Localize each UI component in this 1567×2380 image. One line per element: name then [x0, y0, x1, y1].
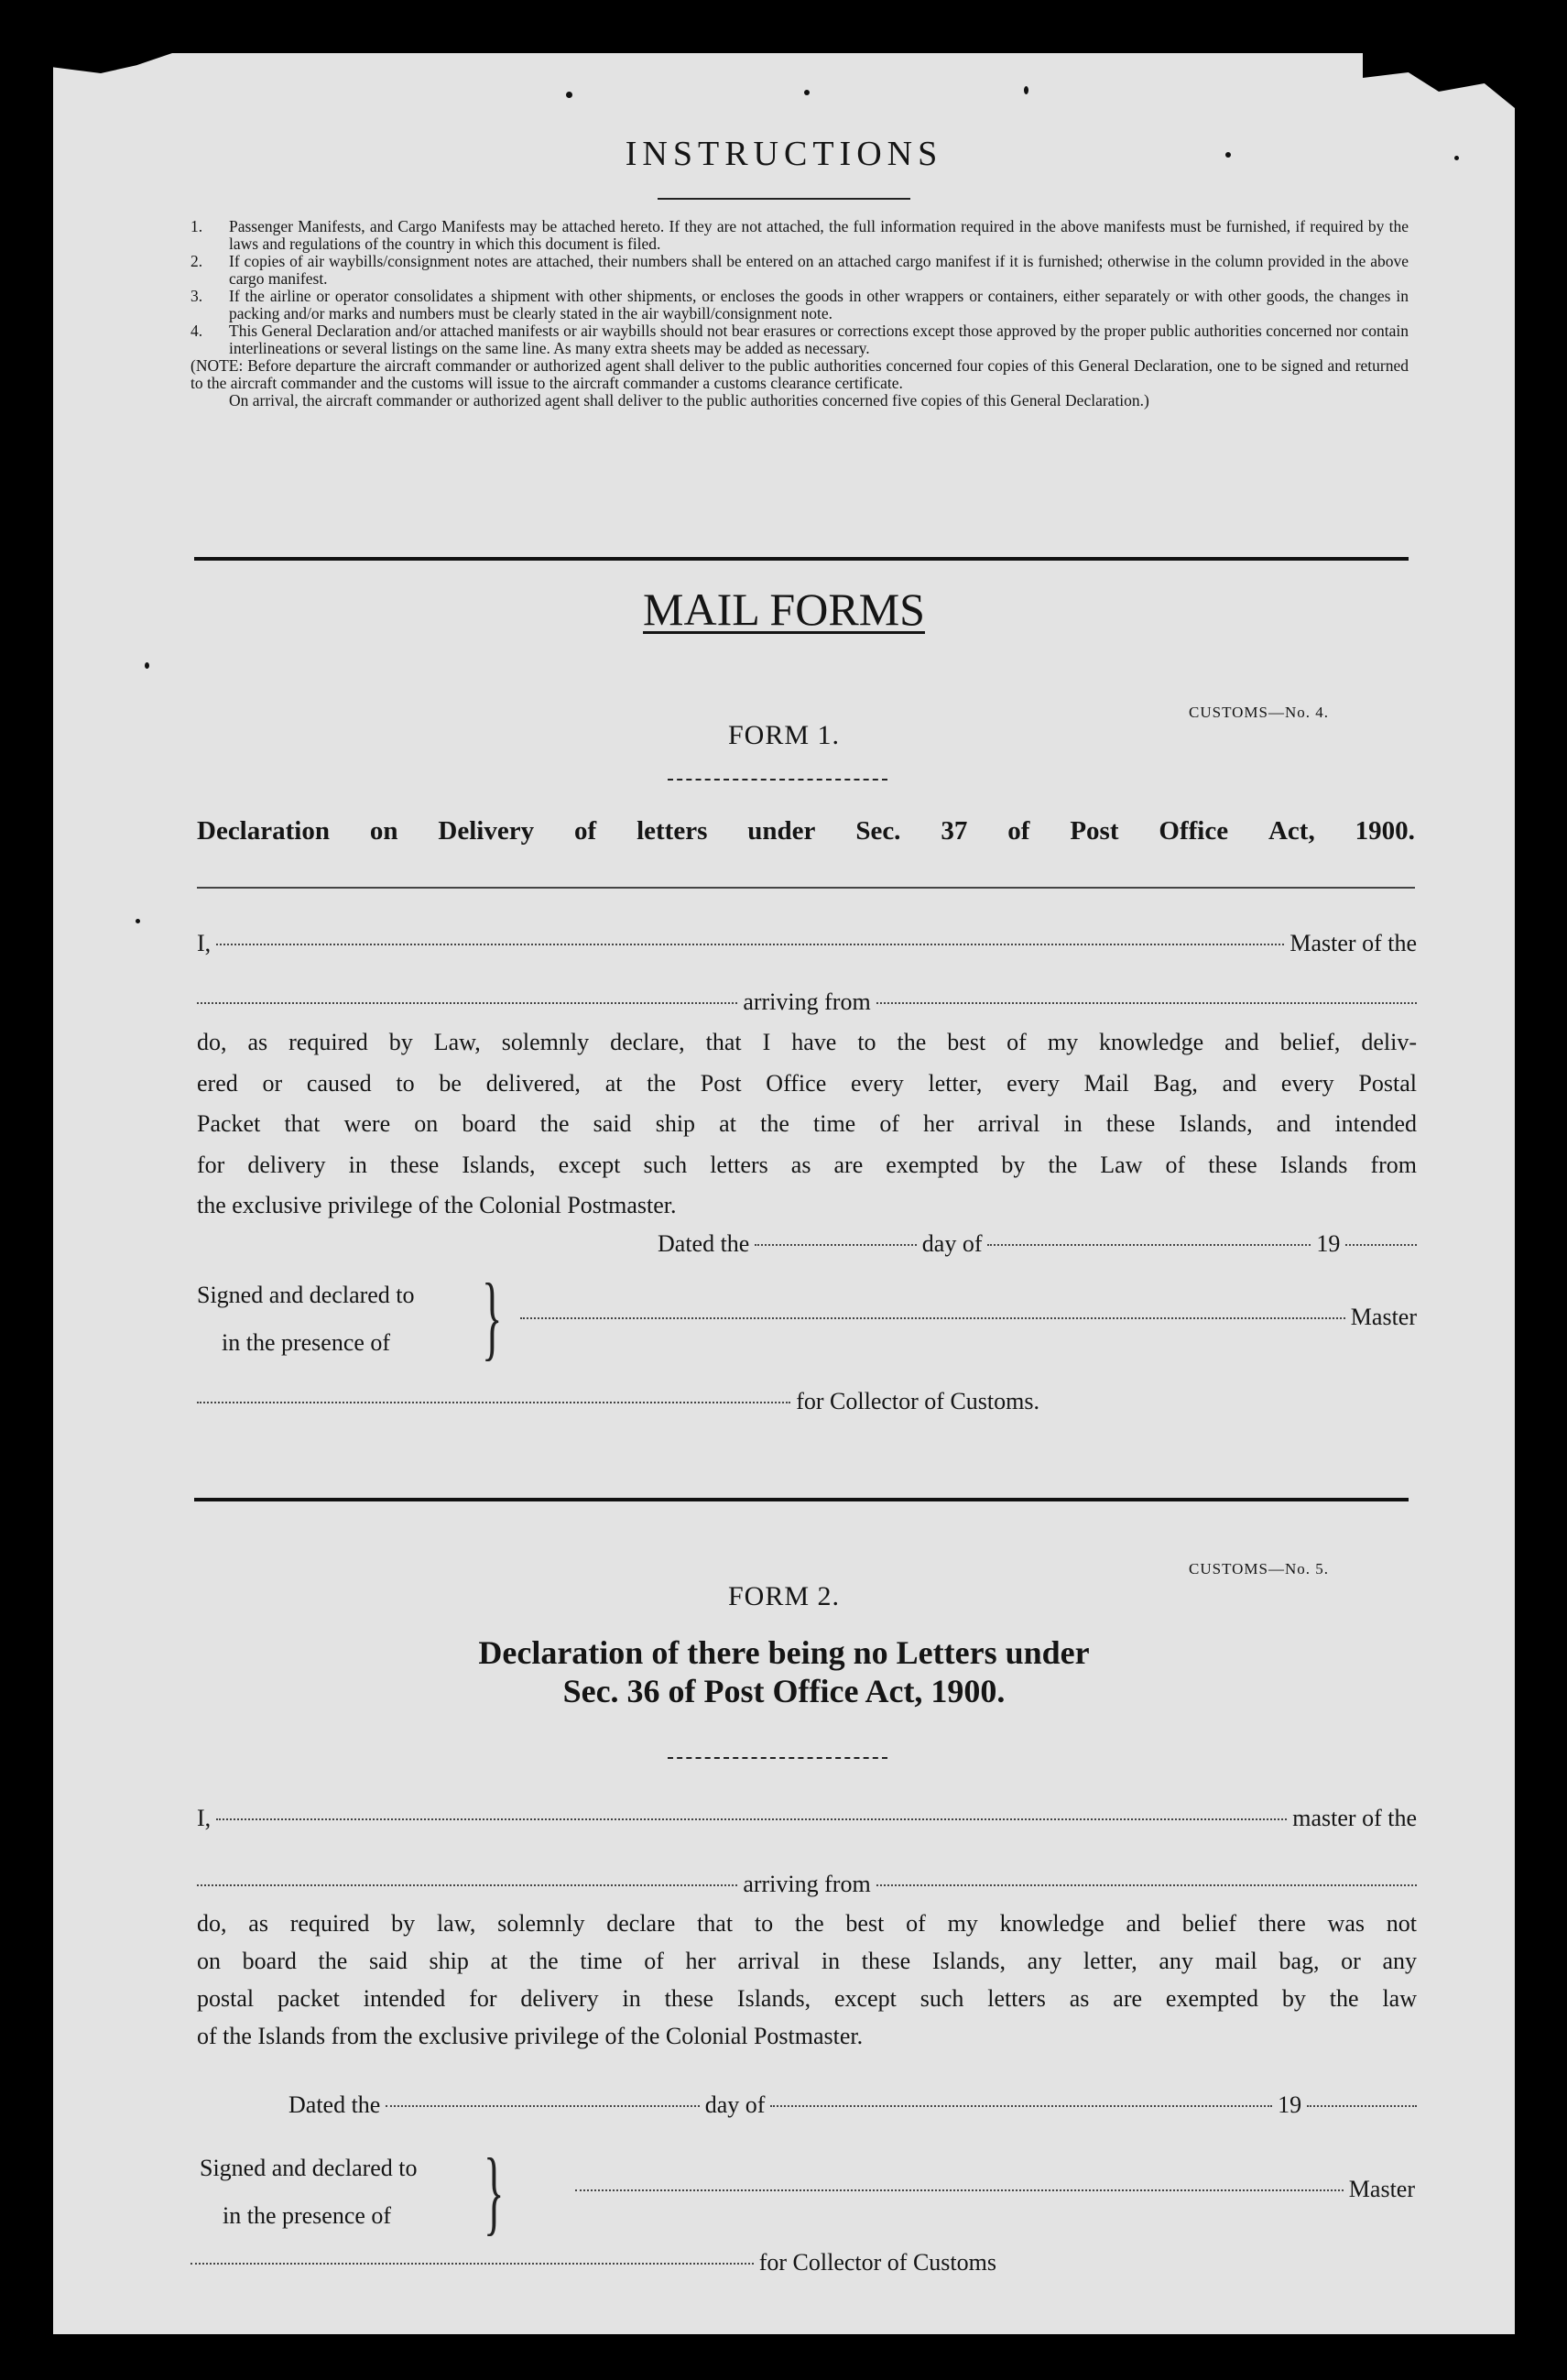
day-of-label: day of [921, 1230, 983, 1257]
instruction-number: 1. [190, 217, 203, 235]
note-arrival: On arrival, the aircraft commander or authorized agent shall deliver to the public authorities concerned five copies of this General Declaration.) [229, 391, 1149, 409]
instruction-text: This General Declaration and/or attached manifests or air waybills should not bear erasures or corrections except those approved by the proper public authorities concerned nor contain interlineations or several listings on the same line. As many extra sheets may be added as necessary. [229, 322, 1409, 357]
instruction-number: 2. [190, 252, 203, 270]
body-line: postal packet intended for delivery in these Islands, except such letters as are exempted by the law [197, 1985, 1417, 2012]
scan-speck [804, 90, 810, 95]
form1-collector-line [197, 1381, 1039, 1423]
form1-origin-field[interactable] [876, 1002, 1417, 1004]
body-line: of the Islands from the exclusive privilege of the Colonial Postmaster. [197, 2023, 864, 2049]
body-line: Packet that were on board the said ship at the time of her arrival in these Islands, and intended [197, 1110, 1417, 1137]
form1-signed-label [197, 1272, 415, 1367]
form2-declaration-text [197, 1905, 1417, 2055]
heading-word: 1900. [1355, 816, 1415, 846]
year-prefix: 19 [1278, 2091, 1302, 2118]
form2-i-label: I, [197, 1805, 212, 1831]
instructions-note [190, 357, 1409, 409]
heading-word: Declaration [197, 816, 330, 846]
form1-master-line [520, 1297, 1417, 1338]
torn-corner-left [53, 53, 172, 73]
scan-speck [566, 92, 572, 98]
customs-ref-form2: CUSTOMS—No. 5. [1189, 1560, 1330, 1578]
title-rule [658, 198, 910, 200]
heading-word: Office [1159, 816, 1229, 846]
heading-word: Sec. [855, 816, 901, 846]
form2-master-line [575, 2169, 1415, 2211]
instruction-item [190, 322, 1409, 357]
form2-origin-field[interactable] [876, 1884, 1417, 1886]
body-line: ered or caused to be delivered, at the Post Office every letter, every Mail Bag, and every Postal [197, 1069, 1417, 1097]
form2-declaration-heading [53, 1633, 1515, 1710]
form2-arriving-label: arriving from [743, 1870, 871, 1897]
form2-month-field[interactable] [770, 2105, 1272, 2107]
form2-body [197, 1798, 1417, 2055]
form2-ship-field[interactable] [197, 1884, 737, 1886]
body-line: for delivery in these Islands, except such letters as are exempted by the Law of these Islands from [197, 1151, 1417, 1178]
signed-line2: in the presence of [222, 1329, 391, 1356]
master-label: Master [1348, 2176, 1415, 2202]
signed-line2: in the presence of [223, 2202, 392, 2229]
signed-line1: Signed and declared to [200, 2155, 418, 2181]
form2-title-rule [668, 1757, 887, 1759]
form-divider [194, 1498, 1409, 1501]
form1-master-of-label: Master of the [1290, 930, 1417, 956]
section-divider [194, 557, 1409, 561]
instructions-list [190, 218, 1409, 409]
form1-heading-rule [197, 887, 1415, 889]
form1-body [197, 923, 1417, 1227]
instruction-text: Passenger Manifests, and Cargo Manifests may be attached hereto. If they are not attached, the full information required in the above manifests must be furnished, if required by the laws and regulations of the country in which this document is filed. [229, 217, 1409, 253]
form1-i-label: I, [197, 930, 212, 956]
heading-word: of [1007, 816, 1030, 846]
master-label: Master [1350, 1304, 1417, 1330]
form1-day-field[interactable] [755, 1244, 916, 1246]
instruction-item [190, 218, 1409, 253]
brace-icon: } [484, 2139, 505, 2244]
year-prefix: 19 [1316, 1230, 1341, 1257]
form1-arriving-label: arriving from [743, 988, 871, 1015]
form2-master-field[interactable] [575, 2189, 1344, 2191]
dated-label: Dated the [658, 1230, 750, 1257]
form1-title-rule [668, 779, 887, 781]
heading-word: letters [637, 816, 708, 846]
body-line: do, as required by law, solemnly declare that to the best of my knowledge and belief there was not [197, 1910, 1417, 1937]
dated-label: Dated the [288, 2091, 381, 2118]
form2-name-field[interactable] [216, 1818, 1287, 1820]
heading-word: Delivery [438, 816, 535, 846]
form2-year-field[interactable] [1307, 2105, 1417, 2107]
form2-day-field[interactable] [386, 2105, 699, 2107]
form1-master-field[interactable] [520, 1317, 1345, 1319]
form1-ship-field[interactable] [197, 1002, 737, 1004]
scan-speck [136, 919, 140, 923]
heading-word: 37 [941, 816, 968, 846]
form2-collector-field[interactable] [190, 2263, 754, 2265]
mail-forms-title: MAIL FORMS [643, 584, 925, 635]
form2-title: FORM 2. [727, 1581, 841, 1611]
body-line: the exclusive privilege of the Colonial Postmaster. [197, 1192, 677, 1218]
form1-date-line [658, 1224, 1417, 1265]
scan-speck [1024, 86, 1028, 94]
collector-label: for Collector of Customs. [796, 1388, 1039, 1414]
brace-icon: } [482, 1264, 503, 1370]
body-line: on board the said ship at the time of her arrival in these Islands, any letter, any mail bag, or any [197, 1948, 1417, 1974]
form2-collector-line [190, 2243, 996, 2284]
form2-signed-label [200, 2145, 418, 2240]
heading-word: under [747, 816, 816, 846]
instruction-item [190, 288, 1409, 322]
heading-word: of [574, 816, 597, 846]
torn-corner-right [1363, 53, 1515, 108]
day-of-label: day of [704, 2091, 766, 2118]
form1-collector-field[interactable] [197, 1402, 790, 1403]
form1-month-field[interactable] [987, 1244, 1311, 1246]
heading-word: on [369, 816, 398, 846]
form1-title: FORM 1. [727, 720, 841, 750]
signed-line1: Signed and declared to [197, 1282, 415, 1308]
form2-ship-line [197, 1864, 1417, 1905]
instruction-number: 3. [190, 287, 203, 305]
form1-declaration-heading [197, 816, 1415, 846]
instructions-title: INSTRUCTIONS [625, 135, 943, 173]
heading-word: Act, [1268, 816, 1315, 846]
heading-word: Post [1070, 816, 1119, 846]
body-line: do, as required by Law, solemnly declare, that I have to the best of my knowledge and belief, deliv- [197, 1029, 1417, 1055]
form2-date-line [288, 2085, 1417, 2126]
form2-master-of-label: master of the [1292, 1805, 1417, 1831]
heading-line: Sec. 36 of Post Office Act, 1900. [562, 1673, 1006, 1709]
form1-ship-line [197, 982, 1417, 1023]
form1-year-field[interactable] [1345, 1244, 1417, 1246]
customs-ref-form1: CUSTOMS—No. 4. [1189, 704, 1330, 721]
form1-name-field[interactable] [216, 944, 1284, 945]
instruction-item [190, 253, 1409, 288]
instruction-number: 4. [190, 322, 203, 340]
form1-name-line [197, 923, 1417, 965]
heading-line: Declaration of there being no Letters under [478, 1634, 1090, 1671]
document-page [53, 53, 1515, 2334]
instruction-text: If the airline or operator consolidates a shipment with other shipments, or encloses the goods in other wrappers or containers, either separately or with other goods, the changes in packing and/or marks and numbers must be clearly stated in the air waybill/consignment note. [229, 287, 1409, 322]
instruction-text: If copies of air waybills/consignment notes are attached, their numbers shall be entered on an attached cargo manifest if it is furnished; otherwise in the column provided in the above cargo manifest. [229, 252, 1409, 288]
note-departure: (NOTE: Before departure the aircraft commander or authorized agent shall deliver to the public authorities concerned four copies of this General Declaration, one to be signed and returned to the aircraft commander and the customs will issue to the aircraft commander a customs clearance certificate. [190, 356, 1409, 392]
form2-name-line [197, 1798, 1417, 1840]
form1-declaration-text [197, 1022, 1417, 1227]
collector-label: for Collector of Customs [758, 2249, 996, 2276]
scan-speck [145, 662, 149, 669]
